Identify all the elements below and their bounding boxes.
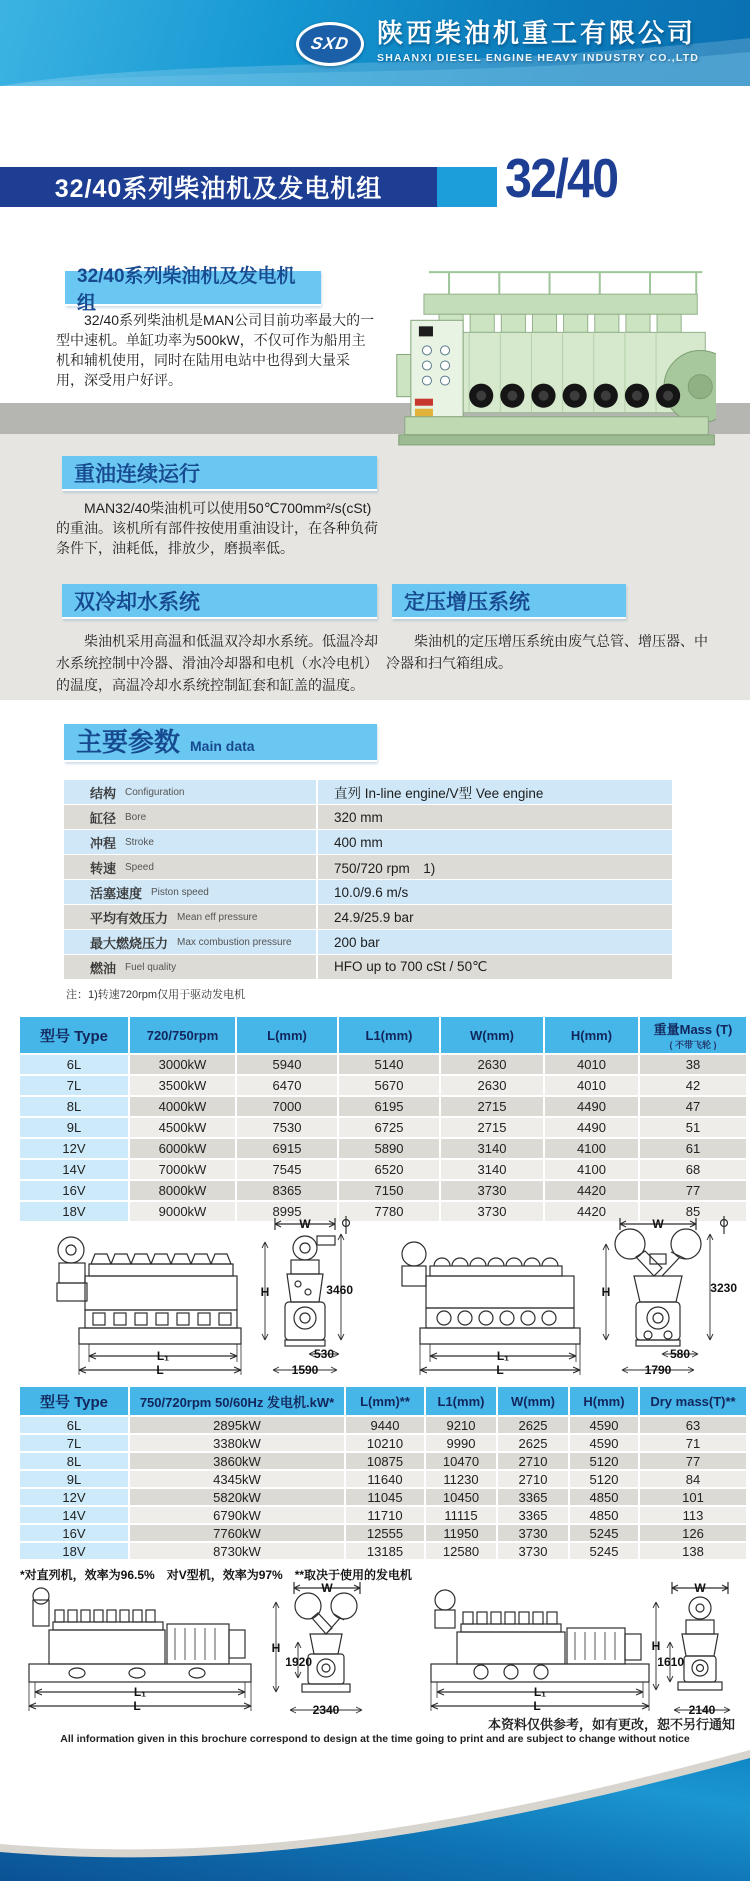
genset-footnote: *对直列机，效率为96.5% 对V型机，效率为97% **取决于使用的发电机: [20, 1568, 413, 1582]
table-cell: 77: [640, 1181, 746, 1200]
table-cell: 7530: [237, 1118, 337, 1137]
inline-rear-dim: 530: [313, 1347, 335, 1361]
column-header: 重量Mass (T) ( 不带飞轮 ): [640, 1017, 746, 1053]
table-cell: 2715: [441, 1097, 543, 1116]
table-cell: 2630: [441, 1076, 543, 1095]
table-cell: 2710: [498, 1471, 568, 1487]
table-cell: 6000kW: [130, 1139, 235, 1158]
table-cell: 8730kW: [130, 1543, 344, 1559]
table-cell: 3860kW: [130, 1453, 344, 1469]
table-row: [20, 1097, 746, 1116]
column-header: W(mm): [498, 1387, 568, 1415]
footer-wave: [0, 1740, 750, 1881]
model-number: 32/40: [505, 147, 618, 209]
table-cell: 10210: [346, 1435, 424, 1451]
table-cell: 7L: [20, 1076, 128, 1095]
table-cell: 8L: [20, 1453, 128, 1469]
vee-height-dim: 3230: [710, 1281, 737, 1295]
vee-w-label: W: [652, 1217, 664, 1231]
table-cell: 10450: [426, 1489, 496, 1505]
table-cell: 4100: [545, 1139, 638, 1158]
table-cell: 3365: [498, 1507, 568, 1523]
table-row: [20, 1139, 746, 1158]
spec-row: 活塞速度 Piston speed 10.0/9.6 m/s: [64, 880, 672, 904]
table-cell: 4345kW: [130, 1471, 344, 1487]
table-cell: 8L: [20, 1097, 128, 1116]
genset-a-side-drawing: [15, 1584, 265, 1712]
heavy-fuel-body: MAN32/40柴油机可以使用50℃700mm²/s(cSt)的重油。该机所有部件按使用重油设计，在各种负荷条件下，油耗低，排放少，磨损率低。: [56, 500, 378, 556]
table-cell: 9210: [426, 1417, 496, 1433]
table-cell: 138: [640, 1543, 746, 1559]
table-cell: 4420: [545, 1181, 638, 1200]
table-cell: 13185: [346, 1543, 424, 1559]
genset-a-w-label: W: [321, 1581, 333, 1595]
genset-table-container: [18, 1385, 748, 1561]
spec-row: 燃油 Fuel quality HFO up to 700 cSt / 50℃: [64, 955, 672, 979]
table-row: [20, 1435, 746, 1451]
table-cell: 3730: [498, 1543, 568, 1559]
table-cell: 11045: [346, 1489, 424, 1505]
engine-table-header-row: [20, 1017, 746, 1053]
main-data-table: [64, 780, 672, 980]
table-cell: 6195: [339, 1097, 439, 1116]
inline-w-label: W: [299, 1217, 311, 1231]
table-cell: 7150: [339, 1181, 439, 1200]
cooling-heading: 双冷却水系统: [62, 584, 377, 619]
table-cell: 18V: [20, 1202, 128, 1221]
table-cell: 47: [640, 1097, 746, 1116]
main-data-note: 注：1)转速720rpm仅用于驱动发电机: [66, 989, 246, 1001]
spec-row: 结构 Configuration 直列 In-line engine/V型 Vee engine: [64, 780, 672, 804]
table-row: [20, 1471, 746, 1487]
table-row: [20, 1055, 746, 1074]
table-cell: 16V: [20, 1181, 128, 1200]
column-header: H(mm): [545, 1017, 638, 1053]
column-header: L(mm)**: [346, 1387, 424, 1415]
table-row: [20, 1507, 746, 1523]
vee-engine-end-drawing: [598, 1214, 738, 1379]
table-cell: 9L: [20, 1118, 128, 1137]
table-cell: 11710: [346, 1507, 424, 1523]
table-cell: 7000: [237, 1097, 337, 1116]
column-header: 720/750rpm: [130, 1017, 235, 1053]
table-cell: 12V: [20, 1489, 128, 1505]
company-logo: [296, 22, 364, 66]
company-name-en: SHAANXI DIESEL ENGINE HEAVY INDUSTRY CO.,LTD: [377, 52, 700, 64]
table-cell: 5890: [339, 1139, 439, 1158]
inline-engine-end-drawing: [255, 1214, 355, 1379]
engine-table-container: [18, 1015, 748, 1223]
table-cell: 3140: [441, 1139, 543, 1158]
column-header: 型号 Type: [20, 1387, 128, 1415]
datum-mark-icon: [721, 1216, 728, 1234]
spec-row: 最大燃烧压力 Max combustion pressure 200 bar: [64, 930, 672, 954]
table-cell: 7760kW: [130, 1525, 344, 1541]
table-cell: 4000kW: [130, 1097, 235, 1116]
spec-row: 缸径 Bore 320 mm: [64, 805, 672, 829]
table-cell: 12555: [346, 1525, 424, 1541]
spec-row: 平均有效压力 Mean eff pressure 24.9/25.9 bar: [64, 905, 672, 929]
engine-photo: [368, 258, 716, 464]
table-cell: 11950: [426, 1525, 496, 1541]
table-cell: 9440: [346, 1417, 424, 1433]
vee-rear-dim: 580: [669, 1347, 691, 1361]
table-cell: 3000kW: [130, 1055, 235, 1074]
vee-l-label: L: [496, 1363, 504, 1376]
intro-section-body: 32/40系列柴油机是MAN公司目前功率最大的一型中速机。单缸功率为500kW，不仅可作为船用主机和辅机使用，同时在陆用电站中也得到大量采用，深受用户好评。: [56, 312, 375, 388]
title-bar-accent: [437, 167, 497, 207]
table-cell: 42: [640, 1076, 746, 1095]
column-header: L1(mm): [339, 1017, 439, 1053]
table-cell: 2630: [441, 1055, 543, 1074]
table-cell: 10470: [426, 1453, 496, 1469]
table-cell: 6L: [20, 1055, 128, 1074]
table-cell: 63: [640, 1417, 746, 1433]
genset-table-header-row: [20, 1387, 746, 1415]
table-cell: 4100: [545, 1160, 638, 1179]
company-name-cn: 陕西柴油机重工有限公司: [377, 18, 697, 48]
table-cell: 11640: [346, 1471, 424, 1487]
disclaimer-cn: 本资料仅供参考，如有更改，恕不另行通知: [487, 1717, 735, 1732]
table-cell: 7780: [339, 1202, 439, 1221]
vee-l1-label: L₁: [496, 1349, 510, 1363]
table-cell: 6520: [339, 1160, 439, 1179]
table-cell: 4490: [545, 1118, 638, 1137]
table-cell: 3365: [498, 1489, 568, 1505]
table-cell: 113: [640, 1507, 746, 1523]
genset-a-l1-label: L₁: [133, 1685, 147, 1699]
genset-a-l-label: L: [133, 1699, 141, 1712]
inline-height-dim: 3460: [326, 1283, 353, 1297]
page-header: [0, 0, 750, 86]
main-data-heading-en: Main data: [190, 738, 255, 754]
table-cell: 2710: [498, 1453, 568, 1469]
genset-b-height-dim: 1610: [657, 1655, 684, 1669]
table-cell: 2625: [498, 1435, 568, 1451]
table-cell: 77: [640, 1453, 746, 1469]
table-cell: 5120: [570, 1471, 638, 1487]
table-cell: 5670: [339, 1076, 439, 1095]
table-cell: 4500kW: [130, 1118, 235, 1137]
table-row: [20, 1076, 746, 1095]
table-cell: 3380kW: [130, 1435, 344, 1451]
genset-b-w-label: W: [694, 1581, 706, 1595]
table-cell: 38: [640, 1055, 746, 1074]
title-bar: [0, 167, 437, 207]
table-cell: 7000kW: [130, 1160, 235, 1179]
table-cell: 9000kW: [130, 1202, 235, 1221]
table-cell: 12V: [20, 1139, 128, 1158]
genset-a-height-dim: 1920: [285, 1655, 312, 1669]
table-cell: 3730: [441, 1181, 543, 1200]
datum-mark-icon: [343, 1216, 350, 1234]
table-cell: 5245: [570, 1543, 638, 1559]
table-cell: 10875: [346, 1453, 424, 1469]
spec-row: 转速 Speed 750/720 rpm 1): [64, 855, 672, 879]
table-row: [20, 1417, 746, 1433]
table-cell: 3140: [441, 1160, 543, 1179]
table-cell: 9990: [426, 1435, 496, 1451]
column-header: L(mm): [237, 1017, 337, 1053]
table-cell: 4850: [570, 1507, 638, 1523]
table-cell: 5820kW: [130, 1489, 344, 1505]
table-row: [20, 1543, 746, 1559]
table-cell: 9L: [20, 1471, 128, 1487]
table-cell: 126: [640, 1525, 746, 1541]
table-cell: 4010: [545, 1055, 638, 1074]
table-cell: 5120: [570, 1453, 638, 1469]
heavy-fuel-heading: 重油连续运行: [62, 456, 377, 491]
inline-l-label: L: [156, 1363, 164, 1376]
table-cell: 18V: [20, 1543, 128, 1559]
table-cell: 8365: [237, 1181, 337, 1200]
logo-text: SXD: [309, 34, 351, 53]
table-cell: 16V: [20, 1525, 128, 1541]
genset-b-h-label: H: [651, 1639, 661, 1653]
table-cell: 8995: [237, 1202, 337, 1221]
table-cell: 2895kW: [130, 1417, 344, 1433]
table-row: [20, 1181, 746, 1200]
inline-h-label: H: [260, 1285, 270, 1299]
table-cell: 7L: [20, 1435, 128, 1451]
disclaimer-en: All information given in this brochure correspond to design at the time going to print and are subject to change without notice: [60, 1733, 690, 1745]
column-header: Dry mass(T)**: [640, 1387, 746, 1415]
table-cell: 71: [640, 1435, 746, 1451]
table-row: [20, 1489, 746, 1505]
table-cell: 4850: [570, 1489, 638, 1505]
table-cell: 14V: [20, 1507, 128, 1523]
table-cell: 68: [640, 1160, 746, 1179]
intro-section-heading: 32/40系列柴油机及发电机组: [65, 271, 321, 306]
table-cell: 6725: [339, 1118, 439, 1137]
table-cell: 101: [640, 1489, 746, 1505]
table-row: [20, 1453, 746, 1469]
column-header: L1(mm): [426, 1387, 496, 1415]
column-header: H(mm): [570, 1387, 638, 1415]
table-cell: 3730: [498, 1525, 568, 1541]
column-header: 750/720rpm 50/60Hz 发电机.kW*: [130, 1387, 344, 1415]
inline-l1-label: L₁: [156, 1349, 170, 1363]
inline-engine-side-drawing: [45, 1224, 255, 1376]
table-cell: 4590: [570, 1417, 638, 1433]
genset-b-side-drawing: [415, 1584, 665, 1712]
main-data-heading-cn: 主要参数: [76, 727, 181, 757]
engine-dimension-table: [18, 1015, 748, 1223]
vee-h-label: H: [601, 1285, 611, 1299]
table-cell: 2715: [441, 1118, 543, 1137]
genset-dimension-table: [18, 1385, 748, 1561]
genset-a-end-drawing: [268, 1578, 383, 1720]
table-cell: 4010: [545, 1076, 638, 1095]
vee-width-dim: 1790: [644, 1363, 672, 1377]
column-header: W(mm): [441, 1017, 543, 1053]
table-row: [20, 1118, 746, 1137]
table-cell: 84: [640, 1471, 746, 1487]
vee-engine-side-drawing: [390, 1224, 600, 1376]
genset-a-width-dim: 2340: [312, 1703, 340, 1717]
column-header: 型号 Type: [20, 1017, 128, 1053]
table-cell: 6790kW: [130, 1507, 344, 1523]
table-row: [20, 1160, 746, 1179]
genset-b-l-label: L: [533, 1699, 541, 1712]
inline-width-dim: 1590: [291, 1363, 319, 1377]
table-cell: 12580: [426, 1543, 496, 1559]
table-cell: 14V: [20, 1160, 128, 1179]
table-cell: 5940: [237, 1055, 337, 1074]
table-cell: 4590: [570, 1435, 638, 1451]
table-cell: 3730: [441, 1202, 543, 1221]
table-cell: 11230: [426, 1471, 496, 1487]
table-cell: 2625: [498, 1417, 568, 1433]
table-cell: 6470: [237, 1076, 337, 1095]
turbocharging-heading: 定压增压系统: [392, 584, 626, 619]
table-cell: 8000kW: [130, 1181, 235, 1200]
genset-a-h-label: H: [271, 1641, 281, 1655]
table-cell: 61: [640, 1139, 746, 1158]
spec-row: 冲程 Stroke 400 mm: [64, 830, 672, 854]
genset-b-l1-label: L₁: [533, 1685, 547, 1699]
table-cell: 6L: [20, 1417, 128, 1433]
cooling-body: 柴油机采用高温和低温双冷却水系统。低温冷却水系统控制中冷器、滑油冷却器和电机（水冷电机）的温度，高温冷却水系统控制缸套和缸盖的温度。: [56, 633, 378, 693]
table-cell: 85: [640, 1202, 746, 1221]
table-cell: 5245: [570, 1525, 638, 1541]
table-cell: 51: [640, 1118, 746, 1137]
turbocharging-body: 柴油机的定压增压系统由废气总管、增压器、中冷器和扫气箱组成。: [386, 633, 708, 671]
genset-b-width-dim: 2140: [688, 1703, 716, 1717]
table-cell: 4490: [545, 1097, 638, 1116]
table-cell: 3500kW: [130, 1076, 235, 1095]
table-cell: 4420: [545, 1202, 638, 1221]
main-data-heading: [64, 724, 377, 762]
table-cell: 11115: [426, 1507, 496, 1523]
table-cell: 6915: [237, 1139, 337, 1158]
page-title: 32/40系列柴油机及发电机组: [54, 175, 383, 203]
genset-b-end-drawing: [648, 1578, 748, 1720]
table-row: [20, 1525, 746, 1541]
table-cell: 7545: [237, 1160, 337, 1179]
table-cell: 5140: [339, 1055, 439, 1074]
